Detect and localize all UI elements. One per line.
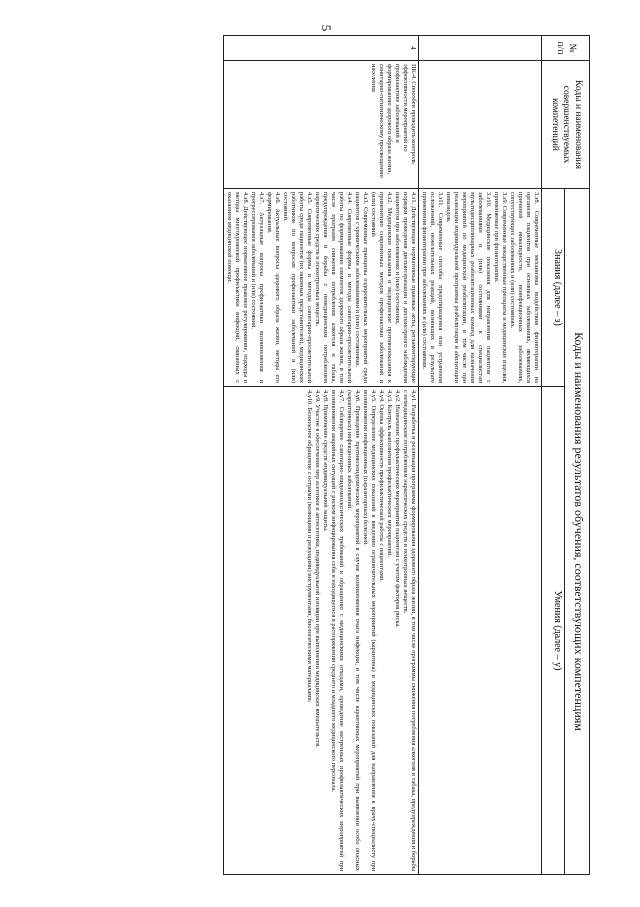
knowledge-item: 4.з5. Современные формы и методы санитарно-просветительной работы среди пациентов (их законных представителей), медицинских работников по вопросам профилактики заболеваний и (или) состояний. — [282, 192, 313, 383]
knowledge-item: 3.з8. Современные механизмы воздействия физиотерапии на организм пациентов при основных заболеваниях, являющихся причиной инвалидности, неинфекционных заболеваниях, сопутствующих заболеваниях и (или) состояниях. — [509, 192, 540, 383]
row1-competence — [419, 61, 542, 189]
page-number: 5 — [319, 24, 334, 32]
knowledge-item: 4.з2. Медицинские показания и медицинские противопоказания к применению современных методов профилактики заболеваний и (или) состояний. — [370, 192, 393, 383]
skill-item: 4.у3. Контроль выполнения профилактических мероприятий. — [386, 390, 393, 557]
knowledge-item: 4.з4. Современные формы и методы санитарно-просветительной работы по формированию элементов здорового образа жизни, в том числе программ снижения потребления алкоголя и табака, предупреждения и борьбы с немедицинским потреблением наркотических средств и психотропных веществ. — [314, 192, 353, 383]
row2-competence: ПК-4. Способен проводить контроль эффективности мероприятий по профилактике заболеваний и формированию здорового образа жизни, санитарно-гигиеническому просвещению населения — [224, 61, 419, 189]
skill-item: 4.у10. Безопасное обращение с острыми (колющими и режущими) инструментами, биологическими материалами. — [306, 390, 313, 703]
header-skills: Умения (далее – у) — [542, 387, 565, 875]
header-row-1 — [565, 36, 590, 875]
skill-item: 4.у1. Разработка и реализация программы формирования здорового образа жизни, в том числе программы снижения потребления алкоголя и табака, предупреждения и борьбы с немедицинским потреблением наркотических средств и психотропных веществ. — [402, 390, 417, 871]
skill-item: 4.у5. Определение медицинских показаний к введению ограничительных мероприятий (карантина) и медицинских показаний для направления к врачу-специалисту при возникновении инфекционных (паразитарных) болезней. — [362, 390, 377, 871]
competency-table — [223, 35, 590, 875]
table-row — [419, 36, 542, 875]
header-competence: Коды и наименования совершенствуемых компетенций — [542, 61, 590, 189]
row2-num: 4 — [224, 36, 419, 61]
table-row — [224, 36, 419, 875]
skill-item: 4.у7. Соблюдение санитарно-эпидемиологических требований к обращению с медицинскими отходами, проведение экстренных профилактических мероприятий при возникновении аварийных ситуаций с риском инфицирования себя и находящегося в распоряжении среднего и младшего медицинского персонала. — [330, 390, 345, 871]
skill-item: 4.у6. Проведение противоэпидемических мероприятий в случае возникновения очага инфекции, в том числе карантинных мероприятий при выявлении особо опасных (карантинных) инфекционных заболеваний. — [346, 390, 361, 871]
skill-item: 4.у8. Применение средств индивидуальной защиты. — [322, 390, 329, 532]
header-results: Коды и наименования результатов обучения, соответствующих компетенциям — [565, 189, 590, 875]
header-num: № п/п — [542, 36, 590, 61]
knowledge-item: 4.з8. Действующее нормативное правовое регулирование, подходы и методы многоуровневой профилактики инфекций, связанных с оказанием медицинской помощи. — [226, 192, 249, 383]
row1-skills — [419, 387, 542, 875]
skill-item: 4.у2. Назначение профилактических мероприятий пациентам с учетом факторов риска. — [394, 390, 401, 628]
knowledge-item: 4.з1. Действующие нормативные правовые акты, регламентирующие порядки проведения диспансеризации и диспансерного наблюдения пациентов при заболеваниях и (или) состояниях. — [394, 192, 417, 383]
header-knowledge: Знания (далее – з) — [542, 189, 565, 387]
knowledge-item: 4.з3. Современные принципы оздоровительных мероприятий среди пациентов с хроническими заболеваниями и (или) состояниями. — [354, 192, 369, 383]
knowledge-item: 3.з10. Медицинские показания для направления пациентов с заболеваниями и (или) состояниями к специалистам мультидисциплинарных реабилитационных команд для назначения мероприятий по медицинской реабилитации, в том числе при реализации индивидуальной программы реабилитации и абилитации инвалидов. — [445, 192, 492, 383]
row2-knowledge — [224, 189, 419, 387]
rotated-table-container — [70, 35, 590, 875]
knowledge-item: 3.з9. Современные лекарственные препараты и медицинские изделия, применяемые при физиотерапии. — [493, 192, 508, 383]
skill-item: 4.у4. Оценка эффективности профилактической работы с пациентами. — [378, 390, 385, 582]
row2-skills — [224, 387, 419, 875]
skill-item: 4.у9. Участие в обеспечении мер асептики и антисептики, индивидуальной изоляции при выполнении медицинских вмешательств. — [314, 390, 321, 748]
knowledge-item: 4.з7. Актуальные вопросы профилактики возникновения и прогрессирования заболеваний и (или) состояний. — [250, 192, 265, 383]
row1-knowledge — [419, 189, 542, 387]
knowledge-item: 4.з6. Актуальные вопросы здорового образа жизни, методы его формирования. — [266, 192, 281, 383]
row1-num — [419, 36, 542, 61]
knowledge-item: 3.з11. Современные способы предотвращения или устранения осложнений, нежелательных реакций, возникших в результате применения физиотерапии при заболеваниях и (или) состояниях. — [421, 192, 444, 383]
